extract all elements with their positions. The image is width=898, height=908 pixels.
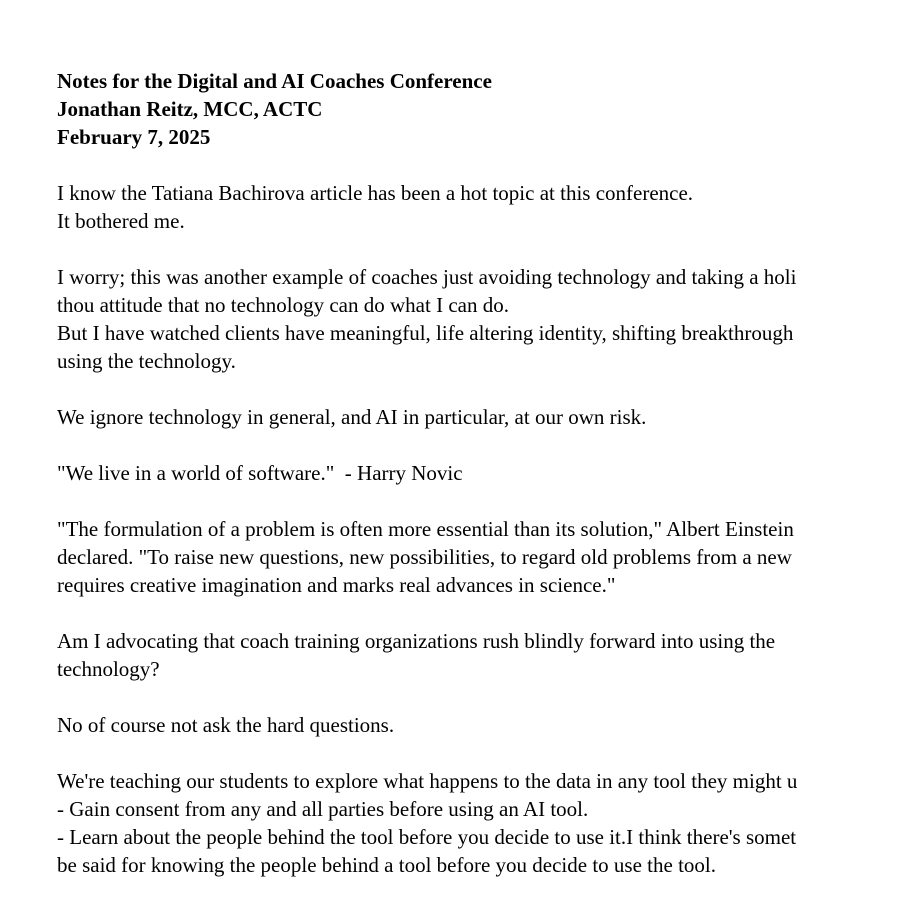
text-line: We're teaching our students to explore what happens to the data in any tool they might u [57, 769, 798, 793]
text-line: We ignore technology in general, and AI in particular, at our own risk. [57, 405, 647, 429]
document-body [57, 67, 898, 879]
text-line: "The formulation of a problem is often more essential than its solution," Albert Einstein [57, 517, 794, 541]
text-line: Am I advocating that coach training organizations rush blindly forward into using the [57, 629, 776, 653]
text-line: "We live in a world of software." - Harry Novic [57, 461, 463, 485]
text-line: February 7, 2025 [57, 125, 211, 149]
text-line: Notes for the Digital and AI Coaches Conference [57, 69, 492, 93]
text-line: - Gain consent from any and all parties before using an AI tool. [57, 797, 589, 821]
text-line: It bothered me. [57, 209, 185, 233]
text-line: thou attitude that no technology can do what I can do. [57, 293, 509, 317]
text-line: But I have watched clients have meaningful, life altering identity, shifting breakthrough [57, 321, 794, 345]
paragraph [57, 179, 898, 235]
paragraph [57, 459, 898, 487]
text-line: I know the Tatiana Bachirova article has been a hot topic at this conference. [57, 181, 694, 205]
text-line: I worry; this was another example of coaches just avoiding technology and taking a holi [57, 265, 797, 289]
text-line: Jonathan Reitz, MCC, ACTC [57, 97, 323, 121]
text-line: No of course not ask the hard questions. [57, 713, 395, 737]
paragraph [57, 403, 898, 431]
paragraph [57, 711, 898, 739]
paragraph [57, 627, 898, 683]
document-page [57, 67, 898, 907]
paragraph [57, 767, 898, 879]
text-line: - Learn about the people behind the tool before you decide to use it.I think there's somet [57, 825, 797, 849]
paragraph [57, 515, 898, 599]
text-line: declared. "To raise new questions, new possibilities, to regard old problems from a new [57, 545, 792, 569]
text-line: using the technology. [57, 349, 236, 373]
text-line: technology? [57, 657, 160, 681]
text-line: requires creative imagination and marks real advances in science." [57, 573, 616, 597]
paragraph [57, 263, 898, 375]
text-line: be said for knowing the people behind a tool before you decide to use the tool. [57, 853, 716, 877]
header-paragraph [57, 67, 898, 151]
